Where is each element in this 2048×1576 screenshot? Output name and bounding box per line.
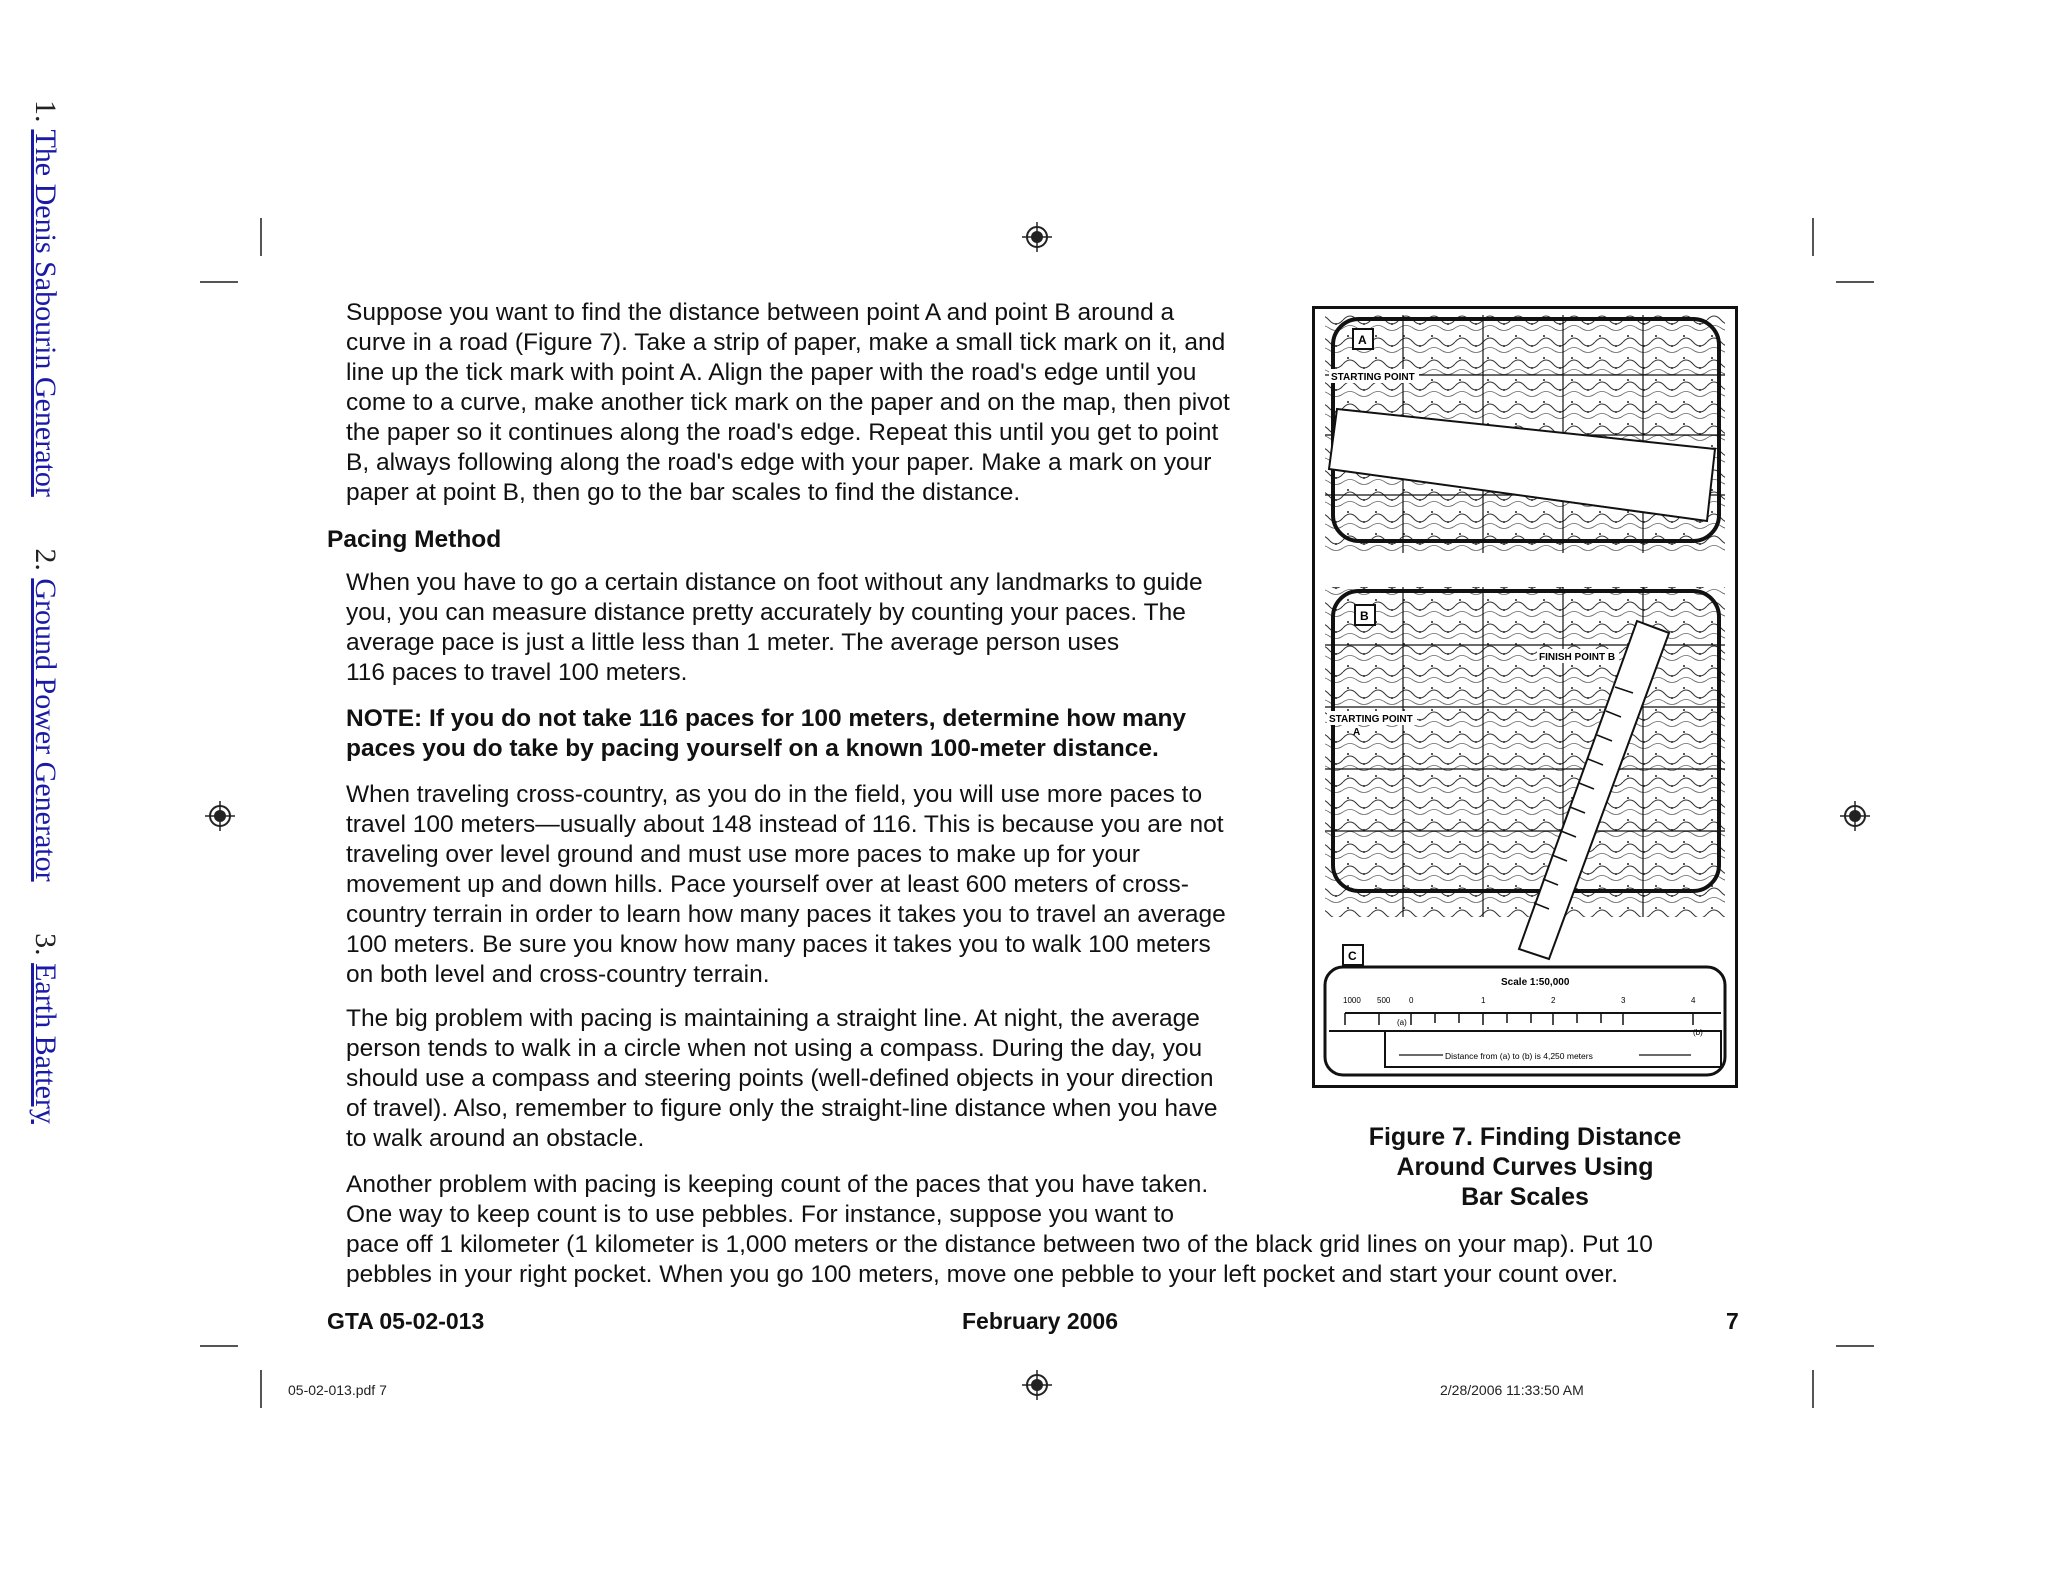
panel-a-letter: A [1358,333,1367,347]
crop-mark [260,1370,262,1408]
crop-mark [200,1345,238,1347]
figure-7-diagram [1312,306,1738,1088]
finish-point-label: FINISH POINT B [1539,652,1616,663]
figure-7-caption: Figure 7. Finding Distance Around Curves Using Bar Scales [1368,1123,1682,1211]
scale-mark-a: (a) [1397,1018,1407,1027]
print-slug-timestamp: 2/28/2006 11:33:50 AM [1440,1382,1584,1398]
footer-date: February 2006 [962,1308,1118,1334]
link-denis-sabourin-generator[interactable]: The Denis Sabourin Generator [29,129,62,497]
panel-a-map [1325,315,1725,553]
registration-mark-icon [1022,222,1052,252]
side-link-number: 1. [29,100,62,123]
crop-mark [1836,281,1874,283]
starting-point-a-letter: A [1353,727,1361,738]
starting-point-label-b: STARTING POINT [1329,714,1413,725]
footer-document-id: GTA 05-02-013 [327,1308,485,1334]
scale-tick-label: 4 [1691,996,1696,1005]
scale-mark-b: (b) [1693,1028,1703,1037]
panel-b-map [1325,587,1725,959]
crop-mark [260,218,262,256]
link-earth-battery[interactable]: Earth Battery [29,963,62,1124]
crop-mark [1812,1370,1814,1408]
crop-mark [1812,218,1814,256]
side-link-item-1 [29,100,62,504]
paragraph-straight-line: The big problem with pacing is maintaining a straight line. At night, the average person tends to walk in a circle when not using a compass. During the day, you should use a compass and steering points (well-defined objects in your direction of travel). Also, remember to figure only the straight-line distance when you have to walk around an obstacle. [346,1005,1218,1152]
scale-tick-label: 1 [1481,996,1486,1005]
panel-c-bar-scale [1325,945,1725,1075]
heading-pacing-method: Pacing Method [327,526,502,553]
scale-tick-label: 2 [1551,996,1556,1005]
distance-label: Distance from (a) to (b) is 4,250 meters [1445,1051,1593,1061]
footer-page-number: 7 [1726,1308,1739,1334]
side-link-item-2 [29,548,62,889]
registration-mark-icon [1022,1370,1052,1400]
crop-mark [1836,1345,1874,1347]
paragraph-curve-distance: Suppose you want to find the distance between point A and point B around a curve in a road (Figure 7). Take a strip of paper, make a small tick mark on it, and line up the tick mark with point A. Align the paper with the road's edge until you come to a curve, make another tick mark on the paper and on the map, then pivot the paper so it continues along the road's edge. Repeat this until you get to point B, always following along the road's edge with your paper. Make a mark on your paper at point B, then go to the bar scales to find the distance. [346,299,1230,506]
figure-7-svg [1315,309,1735,1085]
panel-b-letter: B [1360,609,1369,623]
print-slug-file: 05-02-013.pdf 7 [288,1382,387,1398]
registration-mark-icon [205,801,235,831]
side-link-item-3 [29,933,62,1124]
side-link-list [28,100,62,1168]
side-link-number: 2. [29,548,62,571]
scale-tick-label: 0 [1409,996,1414,1005]
starting-point-label-a: STARTING POINT [1331,372,1415,383]
paragraph-cross-country: When traveling cross-country, as you do in the field, you will use more paces to travel 100 meters—usually about 148 instead of 116. This is because you are not traveling over level ground and must use more paces to make up for your movement up and down hills. Pace yourself over at least 600 meters of cross- country terrain in order to learn how many paces it takes you to travel an average 100 meters. Be sure you know how many paces it takes you to walk 100 meters on both level and cross-country terrain. [346,781,1226,988]
registration-mark-icon [1840,801,1870,831]
link-ground-power-generator[interactable]: Ground Power Generator [29,578,62,882]
scale-label: Scale 1:50,000 [1501,977,1570,988]
scale-tick-label: 3 [1621,996,1626,1005]
scale-tick-label: 1000 [1343,996,1361,1005]
paragraph-pebbles: Another problem with pacing is keeping count of the paces that you have taken. One way to keep count is to use pebbles. For instance, suppose you want to pace off 1 kilometer (1 kilometer is 1,000 meters or the distance between two of the black grid lines on your map). Put 10 pebbles in your right pocket. When you go 100 meters, move one pebble to your left pocket and start your count over. [346,1171,1653,1288]
crop-mark [200,281,238,283]
paragraph-note: NOTE: If you do not take 116 paces for 100 meters, determine how many paces you do take by pacing yourself on a known 100-meter distance. [346,705,1187,762]
paragraph-pacing-intro: When you have to go a certain distance on foot without any landmarks to guide you, you can measure distance pretty accurately by counting your paces. The average pace is just a little less than 1 meter. The average person uses 116 paces to travel 100 meters. [346,569,1203,686]
scale-tick-label: 500 [1377,996,1391,1005]
panel-c-letter: C [1348,949,1357,963]
side-link-number: 3. [29,933,62,956]
